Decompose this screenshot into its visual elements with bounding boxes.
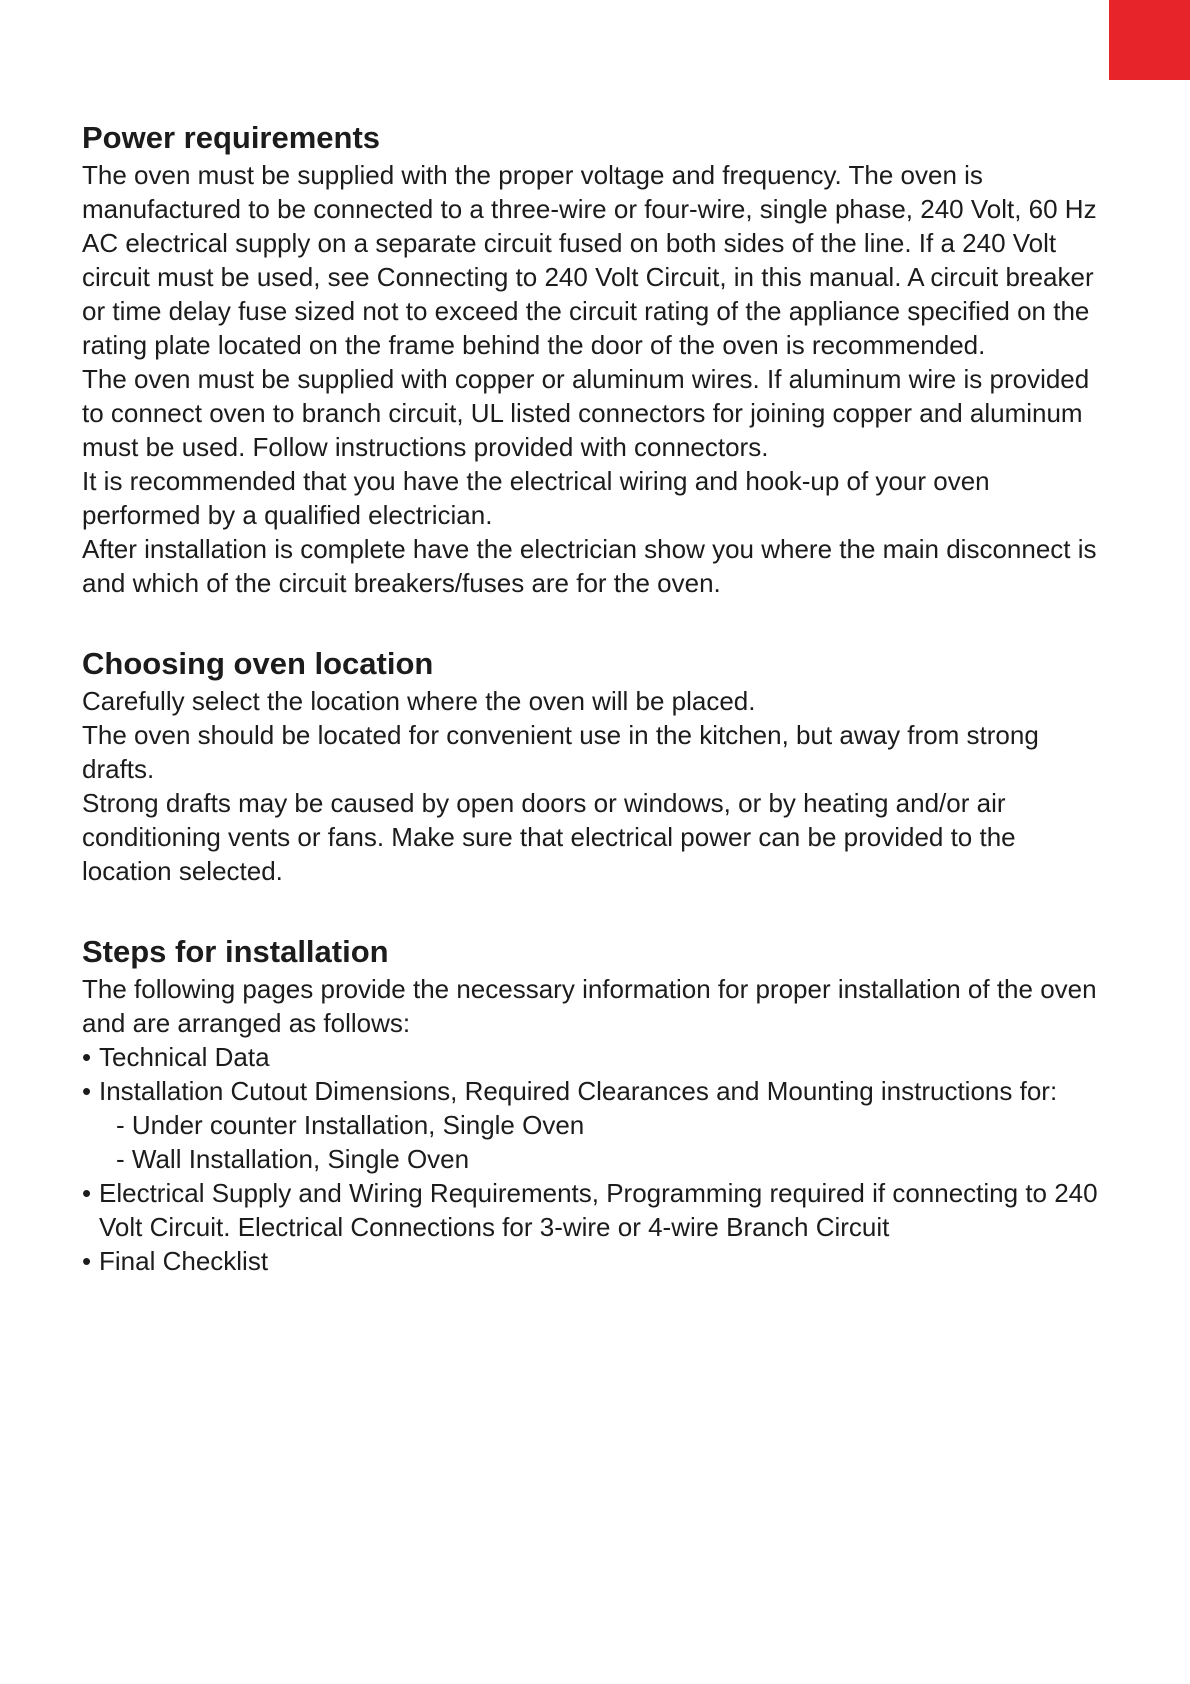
list-item-text: Installation Cutout Dimensions, Required Clearances and Mounting instructions for: bbox=[99, 1076, 1058, 1106]
section-heading: Power requirements bbox=[82, 120, 381, 155]
paragraph: The oven must be supplied with copper or aluminum wires. If aluminum wire is provided to connect oven to branch circuit, UL listed connectors for joining copper and aluminum must be used. Follow instructions provided with connectors. bbox=[82, 364, 1090, 462]
list-item bbox=[82, 1040, 1112, 1074]
section-choosing-oven-location bbox=[82, 644, 1112, 888]
section-heading: Steps for installation bbox=[82, 934, 389, 969]
installation-sublist bbox=[99, 1108, 1112, 1176]
bullet-icon: • bbox=[82, 1076, 92, 1106]
sub-list-item: - Under counter Installation, Single Oven bbox=[116, 1110, 585, 1140]
red-corner-tab bbox=[1109, 0, 1190, 80]
paragraph: After installation is complete have the electrician show you where the main disconnect is and which of the circuit breakers/fuses are for the oven. bbox=[82, 534, 1097, 598]
sub-list-item: - Wall Installation, Single Oven bbox=[116, 1144, 470, 1174]
section-steps-for-installation bbox=[82, 932, 1112, 1278]
paragraph: The following pages provide the necessary information for proper installation of the oven and are arranged as follows: bbox=[82, 974, 1097, 1038]
list-item bbox=[82, 1176, 1112, 1244]
list-item-text: Technical Data bbox=[99, 1042, 270, 1072]
paragraph: Carefully select the location where the oven will be placed. bbox=[82, 686, 756, 716]
bullet-icon: • bbox=[82, 1246, 92, 1276]
section-heading: Choosing oven location bbox=[82, 646, 434, 681]
installation-steps-list bbox=[82, 1040, 1112, 1278]
bullet-icon: • bbox=[82, 1042, 92, 1072]
list-item-text: Electrical Supply and Wiring Requirements, Programming required if connecting to 240 Volt Circuit. Electrical Connections for 3-wire or 4-wire Branch Circuit bbox=[99, 1178, 1098, 1242]
paragraph: It is recommended that you have the electrical wiring and hook-up of your oven performed by a qualified electrician. bbox=[82, 466, 990, 530]
bullet-icon: • bbox=[82, 1178, 92, 1208]
document-body bbox=[82, 118, 1112, 1322]
list-item bbox=[82, 1244, 1112, 1278]
list-item bbox=[82, 1074, 1112, 1176]
paragraph: Strong drafts may be caused by open doors or windows, or by heating and/or air conditioning vents or fans. Make sure that electrical power can be provided to the location selected. bbox=[82, 788, 1016, 886]
section-power-requirements bbox=[82, 118, 1112, 600]
list-item-text: Final Checklist bbox=[99, 1246, 269, 1276]
paragraph: The oven should be located for convenient use in the kitchen, but away from strong drafts. bbox=[82, 720, 1039, 784]
paragraph: The oven must be supplied with the proper voltage and frequency. The oven is manufactured to be connected to a three-wire or four-wire, single phase, 240 Volt, 60 Hz AC electrical supply on a separate circuit fused on both sides of the line. If a 240 Volt circuit must be used, see Connecting to 240 Volt Circuit, in this manual. A circuit breaker or time delay fuse sized not to exceed the circuit rating of the appliance specified on the rating plate located on the frame behind the door of the oven is recommended. bbox=[82, 160, 1097, 360]
